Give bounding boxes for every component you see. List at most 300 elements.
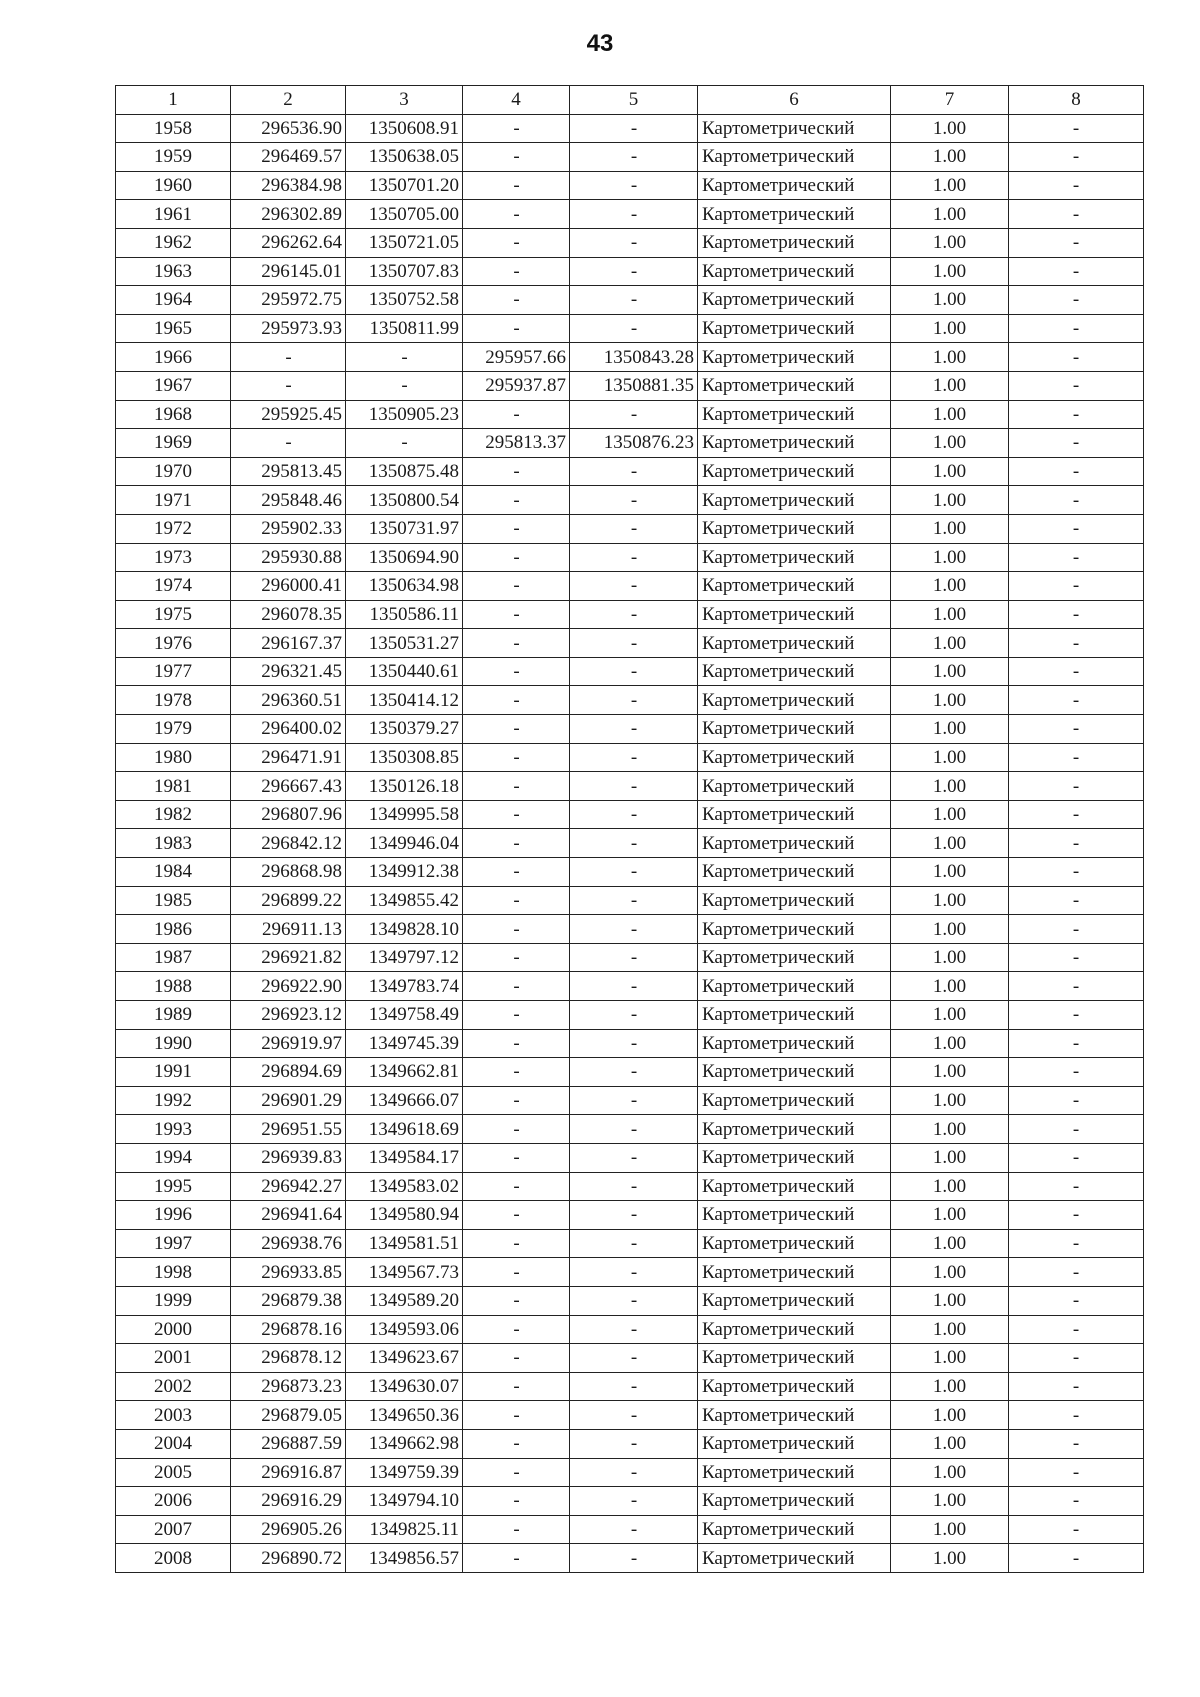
table-row: [116, 1172, 1144, 1201]
table-row: [116, 114, 1144, 143]
table-cell: 1349581.51: [346, 1229, 463, 1258]
table-cell: -: [1009, 829, 1144, 858]
table-cell: 2005: [116, 1458, 231, 1487]
table-cell: -: [1009, 1372, 1144, 1401]
table-cell: Картометрический: [698, 228, 891, 257]
table-cell: 1350811.99: [346, 314, 463, 343]
table-cell: -: [1009, 1058, 1144, 1087]
table-cell: Картометрический: [698, 286, 891, 315]
table-cell: -: [346, 343, 463, 372]
table-cell: 1.00: [891, 400, 1009, 429]
table-cell: 1.00: [891, 1286, 1009, 1315]
table-row: [116, 915, 1144, 944]
table-cell: -: [1009, 1229, 1144, 1258]
table-cell: 1.00: [891, 371, 1009, 400]
table-cell: -: [570, 686, 698, 715]
table-row: [116, 286, 1144, 315]
table-cell: 1989: [116, 1001, 231, 1030]
table-cell: Картометрический: [698, 314, 891, 343]
table-row: [116, 257, 1144, 286]
table-row: [116, 1286, 1144, 1315]
table-cell: 1349946.04: [346, 829, 463, 858]
table-cell: 1.00: [891, 1258, 1009, 1287]
table-cell: -: [346, 371, 463, 400]
table-row: [116, 686, 1144, 715]
table-cell: -: [463, 1172, 570, 1201]
table-cell: -: [463, 572, 570, 601]
table-cell: 1349584.17: [346, 1143, 463, 1172]
table-cell: Картометрический: [698, 1401, 891, 1430]
table-cell: -: [463, 1286, 570, 1315]
table-cell: 1.00: [891, 1544, 1009, 1573]
table-cell: 2004: [116, 1429, 231, 1458]
table-cell: Картометрический: [698, 1201, 891, 1230]
table-cell: 1.00: [891, 286, 1009, 315]
table-cell: 1990: [116, 1029, 231, 1058]
table-cell: 1.00: [891, 1401, 1009, 1430]
table-cell: -: [1009, 629, 1144, 658]
table-cell: 295813.37: [463, 429, 570, 458]
page-number: 43: [586, 30, 614, 57]
table-row: [116, 400, 1144, 429]
table-row: [116, 200, 1144, 229]
table-cell: 296145.01: [231, 257, 346, 286]
table-row: [116, 1086, 1144, 1115]
table-cell: -: [231, 429, 346, 458]
table-row: [116, 715, 1144, 744]
table-cell: 1998: [116, 1258, 231, 1287]
table-cell: -: [463, 228, 570, 257]
table-cell: -: [570, 286, 698, 315]
table-cell: 296939.83: [231, 1143, 346, 1172]
table-cell: 1349589.20: [346, 1286, 463, 1315]
table-cell: -: [1009, 171, 1144, 200]
table-cell: 295813.45: [231, 457, 346, 486]
table-cell: Картометрический: [698, 200, 891, 229]
table-cell: 1966: [116, 343, 231, 372]
table-cell: 1.00: [891, 1429, 1009, 1458]
table-row: [116, 228, 1144, 257]
table-cell: -: [1009, 1315, 1144, 1344]
table-cell: Картометрический: [698, 371, 891, 400]
table-cell: Картометрический: [698, 429, 891, 458]
table-row: [116, 800, 1144, 829]
table-cell: -: [463, 1001, 570, 1030]
table-cell: 1350752.58: [346, 286, 463, 315]
table-cell: Картометрический: [698, 1058, 891, 1087]
table-cell: -: [1009, 886, 1144, 915]
table-cell: 2003: [116, 1401, 231, 1430]
table-cell: -: [570, 572, 698, 601]
table-cell: -: [1009, 257, 1144, 286]
table-cell: 1349618.69: [346, 1115, 463, 1144]
table-cell: 1349662.81: [346, 1058, 463, 1087]
table-cell: 2001: [116, 1344, 231, 1373]
table-cell: 296911.13: [231, 915, 346, 944]
table-cell: -: [1009, 743, 1144, 772]
table-cell: 1350731.97: [346, 514, 463, 543]
table-cell: Картометрический: [698, 1544, 891, 1573]
table-cell: 1350876.23: [570, 429, 698, 458]
table-cell: 296262.64: [231, 228, 346, 257]
table-cell: -: [570, 1143, 698, 1172]
table-cell: 1970: [116, 457, 231, 486]
table-cell: 296360.51: [231, 686, 346, 715]
table-cell: 1349856.57: [346, 1544, 463, 1573]
table-cell: 1.00: [891, 1058, 1009, 1087]
table-cell: Картометрический: [698, 686, 891, 715]
table-cell: -: [570, 800, 698, 829]
table-cell: Картометрический: [698, 1001, 891, 1030]
table-cell: 1349650.36: [346, 1401, 463, 1430]
table-cell: -: [1009, 286, 1144, 315]
table-cell: -: [570, 1487, 698, 1516]
table-cell: 1350638.05: [346, 143, 463, 172]
table-cell: -: [1009, 1458, 1144, 1487]
table-cell: -: [570, 1401, 698, 1430]
table-cell: 1.00: [891, 629, 1009, 658]
table-cell: 1984: [116, 858, 231, 887]
table-cell: -: [570, 114, 698, 143]
table-cell: -: [570, 228, 698, 257]
table-cell: Картометрический: [698, 1315, 891, 1344]
table-cell: 1962: [116, 228, 231, 257]
table-cell: -: [463, 943, 570, 972]
table-cell: 1.00: [891, 657, 1009, 686]
table-cell: -: [1009, 657, 1144, 686]
table-cell: Картометрический: [698, 171, 891, 200]
table-cell: -: [463, 1058, 570, 1087]
table-row: [116, 1544, 1144, 1573]
table-cell: -: [570, 1544, 698, 1573]
table-cell: -: [1009, 314, 1144, 343]
table-cell: 2006: [116, 1487, 231, 1516]
table-cell: 296879.05: [231, 1401, 346, 1430]
table-cell: 1.00: [891, 972, 1009, 1001]
table-cell: 1350379.27: [346, 715, 463, 744]
table-cell: -: [463, 829, 570, 858]
table-cell: 296919.97: [231, 1029, 346, 1058]
table-cell: Картометрический: [698, 943, 891, 972]
table-cell: Картометрический: [698, 829, 891, 858]
table-cell: -: [570, 1458, 698, 1487]
table-cell: -: [570, 257, 698, 286]
table-row: [116, 1458, 1144, 1487]
table-cell: -: [463, 657, 570, 686]
table-cell: -: [570, 1058, 698, 1087]
table-cell: Картометрический: [698, 800, 891, 829]
table-cell: 1350608.91: [346, 114, 463, 143]
table-cell: -: [463, 858, 570, 887]
table-cell: 1969: [116, 429, 231, 458]
table-cell: -: [346, 429, 463, 458]
table-cell: 1996: [116, 1201, 231, 1230]
table-row: [116, 1143, 1144, 1172]
table-cell: 1350701.20: [346, 171, 463, 200]
table-row: [116, 858, 1144, 887]
table-cell: 1350126.18: [346, 772, 463, 801]
table-cell: -: [463, 1115, 570, 1144]
table-cell: -: [463, 486, 570, 515]
table-cell: Картометрический: [698, 400, 891, 429]
table-cell: 295937.87: [463, 371, 570, 400]
table-cell: 1975: [116, 600, 231, 629]
table-cell: 1.00: [891, 1029, 1009, 1058]
table-cell: -: [570, 943, 698, 972]
table-cell: 295902.33: [231, 514, 346, 543]
table-cell: 1.00: [891, 886, 1009, 915]
table-cell: Картометрический: [698, 543, 891, 572]
table-row: [116, 371, 1144, 400]
table-cell: Картометрический: [698, 514, 891, 543]
table-cell: 295848.46: [231, 486, 346, 515]
table-cell: 296899.22: [231, 886, 346, 915]
table-cell: 1349583.02: [346, 1172, 463, 1201]
table-cell: -: [463, 1544, 570, 1573]
table-cell: 1967: [116, 371, 231, 400]
table-cell: Картометрический: [698, 114, 891, 143]
table-row: [116, 429, 1144, 458]
table-cell: -: [1009, 429, 1144, 458]
table-cell: -: [1009, 915, 1144, 944]
table-cell: 1349825.11: [346, 1515, 463, 1544]
table-cell: 1.00: [891, 486, 1009, 515]
table-cell: -: [1009, 1286, 1144, 1315]
table-cell: -: [463, 400, 570, 429]
table-cell: 1.00: [891, 1344, 1009, 1373]
table-cell: -: [463, 143, 570, 172]
table-cell: 1972: [116, 514, 231, 543]
table-cell: -: [1009, 228, 1144, 257]
table-cell: 295973.93: [231, 314, 346, 343]
table-cell: 1349630.07: [346, 1372, 463, 1401]
table-cell: 1.00: [891, 1315, 1009, 1344]
table-cell: -: [570, 715, 698, 744]
table-cell: 1.00: [891, 1001, 1009, 1030]
table-cell: -: [570, 486, 698, 515]
table-row: [116, 572, 1144, 601]
table-row: [116, 486, 1144, 515]
table-cell: 1.00: [891, 800, 1009, 829]
table-cell: 1.00: [891, 343, 1009, 372]
table-cell: 1.00: [891, 171, 1009, 200]
table-cell: Картометрический: [698, 629, 891, 658]
table-row: [116, 943, 1144, 972]
table-cell: 296879.38: [231, 1286, 346, 1315]
table-cell: -: [570, 1258, 698, 1287]
table-cell: -: [570, 1201, 698, 1230]
table-cell: 1983: [116, 829, 231, 858]
table-cell: 1.00: [891, 1086, 1009, 1115]
table-cell: 1349662.98: [346, 1429, 463, 1458]
table-cell: 296078.35: [231, 600, 346, 629]
table-cell: -: [1009, 715, 1144, 744]
table-cell: Картометрический: [698, 1115, 891, 1144]
table-cell: 1.00: [891, 114, 1009, 143]
table-cell: -: [570, 1344, 698, 1373]
table-cell: 1.00: [891, 686, 1009, 715]
table-cell: 1349666.07: [346, 1086, 463, 1115]
table-row: [116, 743, 1144, 772]
table-cell: 1350440.61: [346, 657, 463, 686]
table-cell: 1959: [116, 143, 231, 172]
table-cell: 1.00: [891, 1458, 1009, 1487]
table-cell: 2008: [116, 1544, 231, 1573]
table-cell: -: [1009, 1029, 1144, 1058]
table-cell: -: [1009, 1172, 1144, 1201]
table-cell: -: [1009, 1258, 1144, 1287]
table-cell: 296890.72: [231, 1544, 346, 1573]
table-cell: -: [1009, 1344, 1144, 1373]
table-row: [116, 1058, 1144, 1087]
table-row: [116, 1315, 1144, 1344]
table-row: [116, 629, 1144, 658]
table-cell: -: [1009, 457, 1144, 486]
table-cell: 1991: [116, 1058, 231, 1087]
table-cell: 1995: [116, 1172, 231, 1201]
table-cell: 1958: [116, 114, 231, 143]
table-cell: -: [1009, 1429, 1144, 1458]
table-cell: 1.00: [891, 543, 1009, 572]
table-cell: 2002: [116, 1372, 231, 1401]
table-cell: 1992: [116, 1086, 231, 1115]
table-cell: -: [570, 171, 698, 200]
table-cell: 1987: [116, 943, 231, 972]
table-cell: -: [570, 314, 698, 343]
table-cell: 295925.45: [231, 400, 346, 429]
table-cell: 1350586.11: [346, 600, 463, 629]
table-row: [116, 343, 1144, 372]
table-cell: Картометрический: [698, 1143, 891, 1172]
table-cell: -: [1009, 1487, 1144, 1516]
table-cell: 1974: [116, 572, 231, 601]
table-cell: -: [1009, 1544, 1144, 1573]
table-cell: 1349797.12: [346, 943, 463, 972]
table-cell: 296400.02: [231, 715, 346, 744]
table-cell: -: [463, 1401, 570, 1430]
table-row: [116, 1515, 1144, 1544]
table-cell: 1350843.28: [570, 343, 698, 372]
table-cell: 1994: [116, 1143, 231, 1172]
table-cell: -: [570, 886, 698, 915]
table-row: [116, 1487, 1144, 1516]
table-cell: -: [463, 314, 570, 343]
table-cell: -: [463, 543, 570, 572]
table-row: [116, 1029, 1144, 1058]
table-cell: -: [463, 200, 570, 229]
table-cell: 296905.26: [231, 1515, 346, 1544]
table-cell: 296000.41: [231, 572, 346, 601]
table-cell: Картометрический: [698, 572, 891, 601]
table-cell: 1.00: [891, 1229, 1009, 1258]
table-cell: 1997: [116, 1229, 231, 1258]
table-cell: Картометрический: [698, 886, 891, 915]
table-cell: Картометрический: [698, 1029, 891, 1058]
table-cell: Картометрический: [698, 1258, 891, 1287]
table-cell: -: [1009, 486, 1144, 515]
table-cell: -: [463, 1229, 570, 1258]
table-cell: Картометрический: [698, 486, 891, 515]
table-cell: -: [463, 886, 570, 915]
table-cell: 1.00: [891, 457, 1009, 486]
table-row: [116, 1001, 1144, 1030]
table-cell: 1.00: [891, 572, 1009, 601]
table-cell: 1988: [116, 972, 231, 1001]
table-cell: -: [1009, 972, 1144, 1001]
table-cell: 296873.23: [231, 1372, 346, 1401]
table-cell: -: [463, 972, 570, 1001]
table-cell: -: [570, 772, 698, 801]
table-cell: -: [463, 1258, 570, 1287]
table-cell: 1.00: [891, 943, 1009, 972]
table-cell: -: [463, 743, 570, 772]
table-cell: -: [570, 1001, 698, 1030]
table-row: [116, 1229, 1144, 1258]
table-cell: -: [463, 1029, 570, 1058]
table-cell: 296469.57: [231, 143, 346, 172]
table-cell: -: [570, 1372, 698, 1401]
table-cell: -: [1009, 143, 1144, 172]
table-cell: -: [463, 915, 570, 944]
header-cell: 3: [346, 86, 463, 115]
table-row: [116, 543, 1144, 572]
table-cell: -: [1009, 1143, 1144, 1172]
table-cell: -: [570, 600, 698, 629]
table-row: [116, 514, 1144, 543]
table-cell: -: [1009, 343, 1144, 372]
table-cell: -: [570, 514, 698, 543]
table-cell: 1986: [116, 915, 231, 944]
table-cell: 1349828.10: [346, 915, 463, 944]
table-row: [116, 829, 1144, 858]
table-cell: 296933.85: [231, 1258, 346, 1287]
table-cell: 2007: [116, 1515, 231, 1544]
table-cell: Картометрический: [698, 143, 891, 172]
table-cell: 1.00: [891, 772, 1009, 801]
table-cell: 1965: [116, 314, 231, 343]
table-cell: 295972.75: [231, 286, 346, 315]
table-row: [116, 314, 1144, 343]
table-cell: -: [570, 400, 698, 429]
table-cell: -: [1009, 1201, 1144, 1230]
table-cell: 1.00: [891, 200, 1009, 229]
table-cell: 1963: [116, 257, 231, 286]
table-cell: 1.00: [891, 1143, 1009, 1172]
table-cell: -: [570, 1515, 698, 1544]
table-cell: 296901.29: [231, 1086, 346, 1115]
table-cell: 1349580.94: [346, 1201, 463, 1230]
table-cell: 1350308.85: [346, 743, 463, 772]
table-cell: 296923.12: [231, 1001, 346, 1030]
table-cell: 1350905.23: [346, 400, 463, 429]
table-row: [116, 457, 1144, 486]
table-cell: -: [570, 543, 698, 572]
table-cell: -: [231, 371, 346, 400]
table-cell: 1.00: [891, 514, 1009, 543]
table-cell: 296471.91: [231, 743, 346, 772]
table-cell: 296868.98: [231, 858, 346, 887]
table-cell: 1349912.38: [346, 858, 463, 887]
table-cell: 1978: [116, 686, 231, 715]
table-cell: -: [1009, 543, 1144, 572]
table-cell: 295930.88: [231, 543, 346, 572]
table-cell: 1349745.39: [346, 1029, 463, 1058]
table-cell: 295957.66: [463, 343, 570, 372]
table-cell: Картометрический: [698, 1429, 891, 1458]
table-cell: -: [463, 1429, 570, 1458]
table-cell: Картометрический: [698, 457, 891, 486]
table-cell: -: [463, 715, 570, 744]
